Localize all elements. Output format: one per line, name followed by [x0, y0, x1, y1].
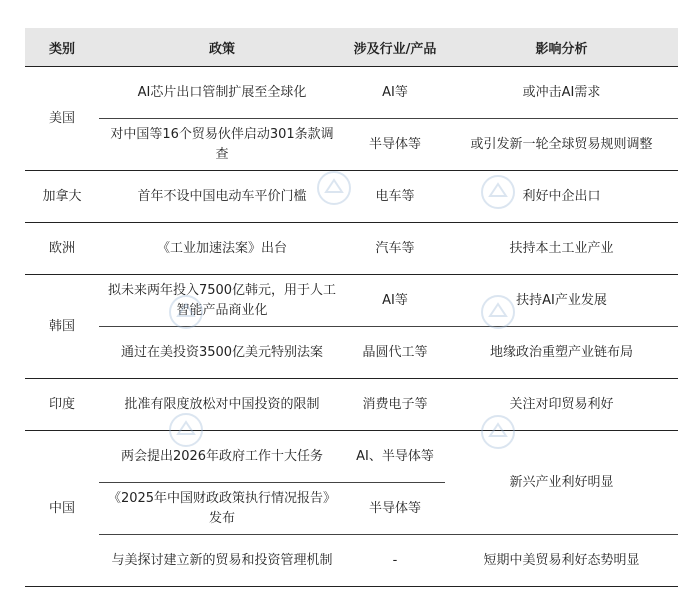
- table-row: [25, 223, 678, 275]
- industry-cell: 半导体等: [345, 483, 445, 535]
- impact-cell: 利好中企出口: [445, 171, 678, 223]
- policy-cell: 首年不设中国电动车平价门槛: [99, 171, 345, 223]
- table-row: [25, 67, 678, 119]
- industry-cell: 汽车等: [345, 223, 445, 275]
- header-category: 类别: [25, 28, 99, 67]
- table-row: [25, 171, 678, 223]
- impact-cell: 或冲击AI需求: [445, 67, 678, 119]
- industry-cell: 电车等: [345, 171, 445, 223]
- industry-cell: AI等: [345, 67, 445, 119]
- impact-cell: 扶持本土工业产业: [445, 223, 678, 275]
- table-row: [25, 275, 678, 327]
- header-row: [25, 28, 678, 67]
- table-row: [25, 379, 678, 431]
- impact-cell-merged: 新兴产业利好明显: [445, 431, 678, 535]
- policy-cell: 《工业加速法案》出台: [99, 223, 345, 275]
- policy-cell: 两会提出2026年政府工作十大任务: [99, 431, 345, 483]
- header-impact: 影响分析: [445, 28, 678, 67]
- impact-cell: 短期中美贸易利好态势明显: [445, 535, 678, 587]
- industry-cell: 半导体等: [345, 119, 445, 171]
- table-row: [25, 119, 678, 171]
- industry-cell: AI、半导体等: [345, 431, 445, 483]
- category-cell-korea: 韩国: [25, 275, 99, 379]
- impact-cell: 关注对印贸易利好: [445, 379, 678, 431]
- table-row: [25, 535, 678, 587]
- policy-cell: 与美探讨建立新的贸易和投资管理机制: [99, 535, 345, 587]
- policy-cell: 通过在美投资3500亿美元特别法案: [99, 327, 345, 379]
- policy-cell: 《2025年中国财政政策执行情况报告》发布: [99, 483, 345, 535]
- policy-cell: 拟未来两年投入7500亿韩元，用于人工智能产品商业化: [99, 275, 345, 327]
- category-cell-india: 印度: [25, 379, 99, 431]
- impact-cell: 地缘政治重塑产业链布局: [445, 327, 678, 379]
- industry-cell: AI等: [345, 275, 445, 327]
- policy-cell: 批准有限度放松对中国投资的限制: [99, 379, 345, 431]
- industry-cell: 晶圆代工等: [345, 327, 445, 379]
- category-cell-europe: 欧洲: [25, 223, 99, 275]
- table-row: [25, 431, 678, 483]
- header-policy: 政策: [99, 28, 345, 67]
- policy-table: [25, 28, 678, 587]
- category-cell-us: 美国: [25, 67, 99, 171]
- category-cell-china: 中国: [25, 431, 99, 587]
- header-industry: 涉及行业/产品: [345, 28, 445, 67]
- policy-cell: AI芯片出口管制扩展至全球化: [99, 67, 345, 119]
- industry-cell: 消费电子等: [345, 379, 445, 431]
- table-row: [25, 327, 678, 379]
- industry-cell: -: [345, 535, 445, 587]
- impact-cell: 扶持AI产业发展: [445, 275, 678, 327]
- category-cell-canada: 加拿大: [25, 171, 99, 223]
- policy-cell: 对中国等16个贸易伙伴启动301条款调查: [99, 119, 345, 171]
- impact-cell: 或引发新一轮全球贸易规则调整: [445, 119, 678, 171]
